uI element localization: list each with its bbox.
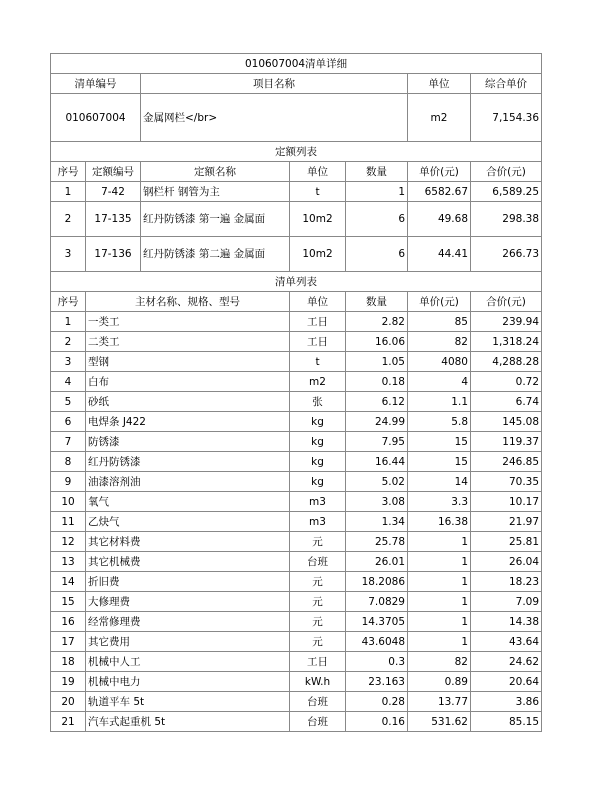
material-cell-total: 18.23	[471, 572, 542, 592]
material-cell-qty: 18.2086	[346, 572, 408, 592]
material-cell-total: 26.04	[471, 552, 542, 572]
header-price-label: 综合单价	[471, 74, 542, 94]
material-cell-total: 20.64	[471, 672, 542, 692]
material-row	[51, 332, 542, 352]
materials-section-title: 清单列表	[51, 272, 542, 292]
material-cell-qty: 7.95	[346, 432, 408, 452]
quota-header-qty: 数量	[346, 162, 408, 182]
material-cell-name: 其它费用	[86, 632, 290, 652]
material-cell-name: 型钢	[86, 352, 290, 372]
material-row	[51, 692, 542, 712]
material-cell-unit: 张	[290, 392, 346, 412]
material-row	[51, 472, 542, 492]
material-cell-no: 7	[51, 432, 86, 452]
material-cell-price: 1	[408, 532, 471, 552]
material-cell-price: 4080	[408, 352, 471, 372]
table-title: 010607004清单详细	[51, 54, 542, 74]
material-cell-name: 乙炔气	[86, 512, 290, 532]
materials-header-total: 合价(元)	[471, 292, 542, 312]
materials-header-qty: 数量	[346, 292, 408, 312]
quota-cell-no: 3	[51, 237, 86, 272]
quota-header-unit: 单位	[290, 162, 346, 182]
material-cell-no: 5	[51, 392, 86, 412]
material-cell-name: 油漆溶剂油	[86, 472, 290, 492]
material-cell-no: 15	[51, 592, 86, 612]
material-cell-price: 1	[408, 552, 471, 572]
material-cell-price: 531.62	[408, 712, 471, 732]
quota-cell-qty: 6	[346, 202, 408, 237]
quota-cell-name: 红丹防锈漆 第一遍 金属面	[141, 202, 290, 237]
material-cell-price: 1	[408, 612, 471, 632]
material-cell-qty: 43.6048	[346, 632, 408, 652]
material-cell-unit: m2	[290, 372, 346, 392]
material-cell-total: 10.17	[471, 492, 542, 512]
material-cell-unit: kg	[290, 472, 346, 492]
material-cell-no: 8	[51, 452, 86, 472]
material-cell-name: 其它机械费	[86, 552, 290, 572]
material-cell-unit: 元	[290, 572, 346, 592]
material-cell-no: 18	[51, 652, 86, 672]
material-cell-no: 17	[51, 632, 86, 652]
material-cell-unit: 台班	[290, 552, 346, 572]
material-cell-no: 10	[51, 492, 86, 512]
material-cell-total: 85.15	[471, 712, 542, 732]
material-cell-total: 14.38	[471, 612, 542, 632]
quota-cell-qty: 6	[346, 237, 408, 272]
materials-header-unit: 单位	[290, 292, 346, 312]
material-cell-name: 其它材料费	[86, 532, 290, 552]
material-cell-unit: t	[290, 352, 346, 372]
material-cell-no: 21	[51, 712, 86, 732]
materials-header-no: 序号	[51, 292, 86, 312]
material-cell-no: 16	[51, 612, 86, 632]
materials-header-price: 单价(元)	[408, 292, 471, 312]
material-cell-qty: 23.163	[346, 672, 408, 692]
material-cell-unit: 工日	[290, 652, 346, 672]
material-row	[51, 392, 542, 412]
material-cell-name: 红丹防锈漆	[86, 452, 290, 472]
material-cell-qty: 16.44	[346, 452, 408, 472]
material-cell-no: 1	[51, 312, 86, 332]
quota-cell-total: 298.38	[471, 202, 542, 237]
material-row	[51, 532, 542, 552]
material-cell-unit: kg	[290, 432, 346, 452]
material-cell-qty: 5.02	[346, 472, 408, 492]
material-cell-unit: 元	[290, 612, 346, 632]
material-cell-unit: kg	[290, 452, 346, 472]
material-cell-total: 6.74	[471, 392, 542, 412]
material-cell-qty: 3.08	[346, 492, 408, 512]
material-cell-name: 一类工	[86, 312, 290, 332]
material-cell-price: 16.38	[408, 512, 471, 532]
material-cell-price: 85	[408, 312, 471, 332]
material-cell-name: 机械中电力	[86, 672, 290, 692]
material-cell-qty: 0.16	[346, 712, 408, 732]
material-cell-name: 防锈漆	[86, 432, 290, 452]
material-row	[51, 712, 542, 732]
material-row	[51, 632, 542, 652]
material-cell-price: 15	[408, 452, 471, 472]
material-cell-name: 砂纸	[86, 392, 290, 412]
material-cell-no: 12	[51, 532, 86, 552]
material-cell-price: 5.8	[408, 412, 471, 432]
material-row	[51, 672, 542, 692]
quota-header-name: 定额名称	[141, 162, 290, 182]
material-row	[51, 652, 542, 672]
material-cell-no: 13	[51, 552, 86, 572]
quota-cell-total: 266.73	[471, 237, 542, 272]
material-cell-price: 0.89	[408, 672, 471, 692]
material-cell-name: 白布	[86, 372, 290, 392]
material-cell-total: 25.81	[471, 532, 542, 552]
material-cell-price: 1	[408, 632, 471, 652]
quota-header-row	[51, 162, 542, 182]
material-cell-total: 0.72	[471, 372, 542, 392]
material-cell-unit: 元	[290, 592, 346, 612]
material-cell-qty: 2.82	[346, 312, 408, 332]
material-cell-total: 43.64	[471, 632, 542, 652]
material-cell-unit: 元	[290, 532, 346, 552]
material-cell-name: 折旧费	[86, 572, 290, 592]
quota-row	[51, 202, 542, 237]
quota-cell-code: 17-135	[86, 202, 141, 237]
material-cell-unit: 工日	[290, 312, 346, 332]
material-cell-price: 14	[408, 472, 471, 492]
quota-cell-name: 红丹防锈漆 第二遍 金属面	[141, 237, 290, 272]
material-cell-name: 机械中人工	[86, 652, 290, 672]
material-cell-no: 9	[51, 472, 86, 492]
header-name-label: 项目名称	[141, 74, 408, 94]
material-cell-name: 经常修理费	[86, 612, 290, 632]
material-row	[51, 412, 542, 432]
material-cell-price: 1.1	[408, 392, 471, 412]
quota-cell-price: 6582.67	[408, 182, 471, 202]
material-cell-no: 6	[51, 412, 86, 432]
material-cell-unit: kg	[290, 412, 346, 432]
material-cell-no: 3	[51, 352, 86, 372]
quota-row	[51, 182, 542, 202]
quota-cell-unit: 10m2	[290, 237, 346, 272]
material-cell-qty: 6.12	[346, 392, 408, 412]
header-unit-label: 单位	[408, 74, 471, 94]
quota-header-total: 合价(元)	[471, 162, 542, 182]
material-cell-unit: 台班	[290, 712, 346, 732]
quota-cell-code: 7-42	[86, 182, 141, 202]
material-cell-total: 239.94	[471, 312, 542, 332]
material-cell-no: 2	[51, 332, 86, 352]
material-cell-qty: 24.99	[346, 412, 408, 432]
material-cell-qty: 0.3	[346, 652, 408, 672]
item-name: 金属网栏</br>	[141, 94, 408, 142]
material-cell-qty: 26.01	[346, 552, 408, 572]
material-row	[51, 592, 542, 612]
material-cell-price: 82	[408, 332, 471, 352]
material-row	[51, 432, 542, 452]
material-row	[51, 312, 542, 332]
detail-table	[50, 53, 542, 732]
quota-header-no: 序号	[51, 162, 86, 182]
material-cell-total: 246.85	[471, 452, 542, 472]
material-cell-total: 119.37	[471, 432, 542, 452]
material-cell-price: 1	[408, 572, 471, 592]
material-cell-total: 7.09	[471, 592, 542, 612]
item-code: 010607004	[51, 94, 141, 142]
material-cell-unit: 台班	[290, 692, 346, 712]
materials-header-row	[51, 292, 542, 312]
quota-section-title: 定额列表	[51, 142, 542, 162]
material-cell-total: 24.62	[471, 652, 542, 672]
material-cell-total: 1,318.24	[471, 332, 542, 352]
material-row	[51, 612, 542, 632]
material-cell-no: 11	[51, 512, 86, 532]
material-cell-name: 大修理费	[86, 592, 290, 612]
material-row	[51, 552, 542, 572]
material-cell-unit: 元	[290, 632, 346, 652]
material-cell-unit: kW.h	[290, 672, 346, 692]
quota-cell-no: 1	[51, 182, 86, 202]
quota-header-price: 单价(元)	[408, 162, 471, 182]
material-cell-price: 15	[408, 432, 471, 452]
material-row	[51, 352, 542, 372]
item-price: 7,154.36	[471, 94, 542, 142]
material-cell-total: 21.97	[471, 512, 542, 532]
quota-cell-unit: t	[290, 182, 346, 202]
item-unit: m2	[408, 94, 471, 142]
material-row	[51, 452, 542, 472]
materials-header-name: 主材名称、规格、型号	[86, 292, 290, 312]
quota-cell-qty: 1	[346, 182, 408, 202]
material-cell-qty: 0.18	[346, 372, 408, 392]
material-cell-qty: 1.05	[346, 352, 408, 372]
material-cell-unit: m3	[290, 492, 346, 512]
quota-cell-unit: 10m2	[290, 202, 346, 237]
quota-cell-code: 17-136	[86, 237, 141, 272]
material-cell-no: 20	[51, 692, 86, 712]
material-cell-name: 二类工	[86, 332, 290, 352]
material-cell-price: 3.3	[408, 492, 471, 512]
material-cell-price: 4	[408, 372, 471, 392]
material-cell-price: 82	[408, 652, 471, 672]
material-cell-total: 70.35	[471, 472, 542, 492]
material-row	[51, 512, 542, 532]
quota-row	[51, 237, 542, 272]
material-row	[51, 372, 542, 392]
header-code-label: 清单编号	[51, 74, 141, 94]
quota-cell-no: 2	[51, 202, 86, 237]
material-cell-name: 汽车式起重机 5t	[86, 712, 290, 732]
quota-cell-price: 49.68	[408, 202, 471, 237]
material-cell-qty: 1.34	[346, 512, 408, 532]
material-cell-qty: 0.28	[346, 692, 408, 712]
material-cell-unit: 工日	[290, 332, 346, 352]
material-cell-name: 氧气	[86, 492, 290, 512]
material-cell-no: 4	[51, 372, 86, 392]
material-row	[51, 492, 542, 512]
material-cell-total: 145.08	[471, 412, 542, 432]
material-cell-qty: 16.06	[346, 332, 408, 352]
material-cell-no: 14	[51, 572, 86, 592]
material-cell-qty: 25.78	[346, 532, 408, 552]
material-cell-name: 轨道平车 5t	[86, 692, 290, 712]
material-cell-price: 1	[408, 592, 471, 612]
material-row	[51, 572, 542, 592]
material-cell-unit: m3	[290, 512, 346, 532]
quota-header-code: 定额编号	[86, 162, 141, 182]
quota-cell-total: 6,589.25	[471, 182, 542, 202]
quota-cell-name: 钢栏杆 钢管为主	[141, 182, 290, 202]
quota-cell-price: 44.41	[408, 237, 471, 272]
material-cell-qty: 7.0829	[346, 592, 408, 612]
material-cell-total: 3.86	[471, 692, 542, 712]
material-cell-qty: 14.3705	[346, 612, 408, 632]
material-cell-name: 电焊条 J422	[86, 412, 290, 432]
material-cell-total: 4,288.28	[471, 352, 542, 372]
material-cell-price: 13.77	[408, 692, 471, 712]
material-cell-no: 19	[51, 672, 86, 692]
